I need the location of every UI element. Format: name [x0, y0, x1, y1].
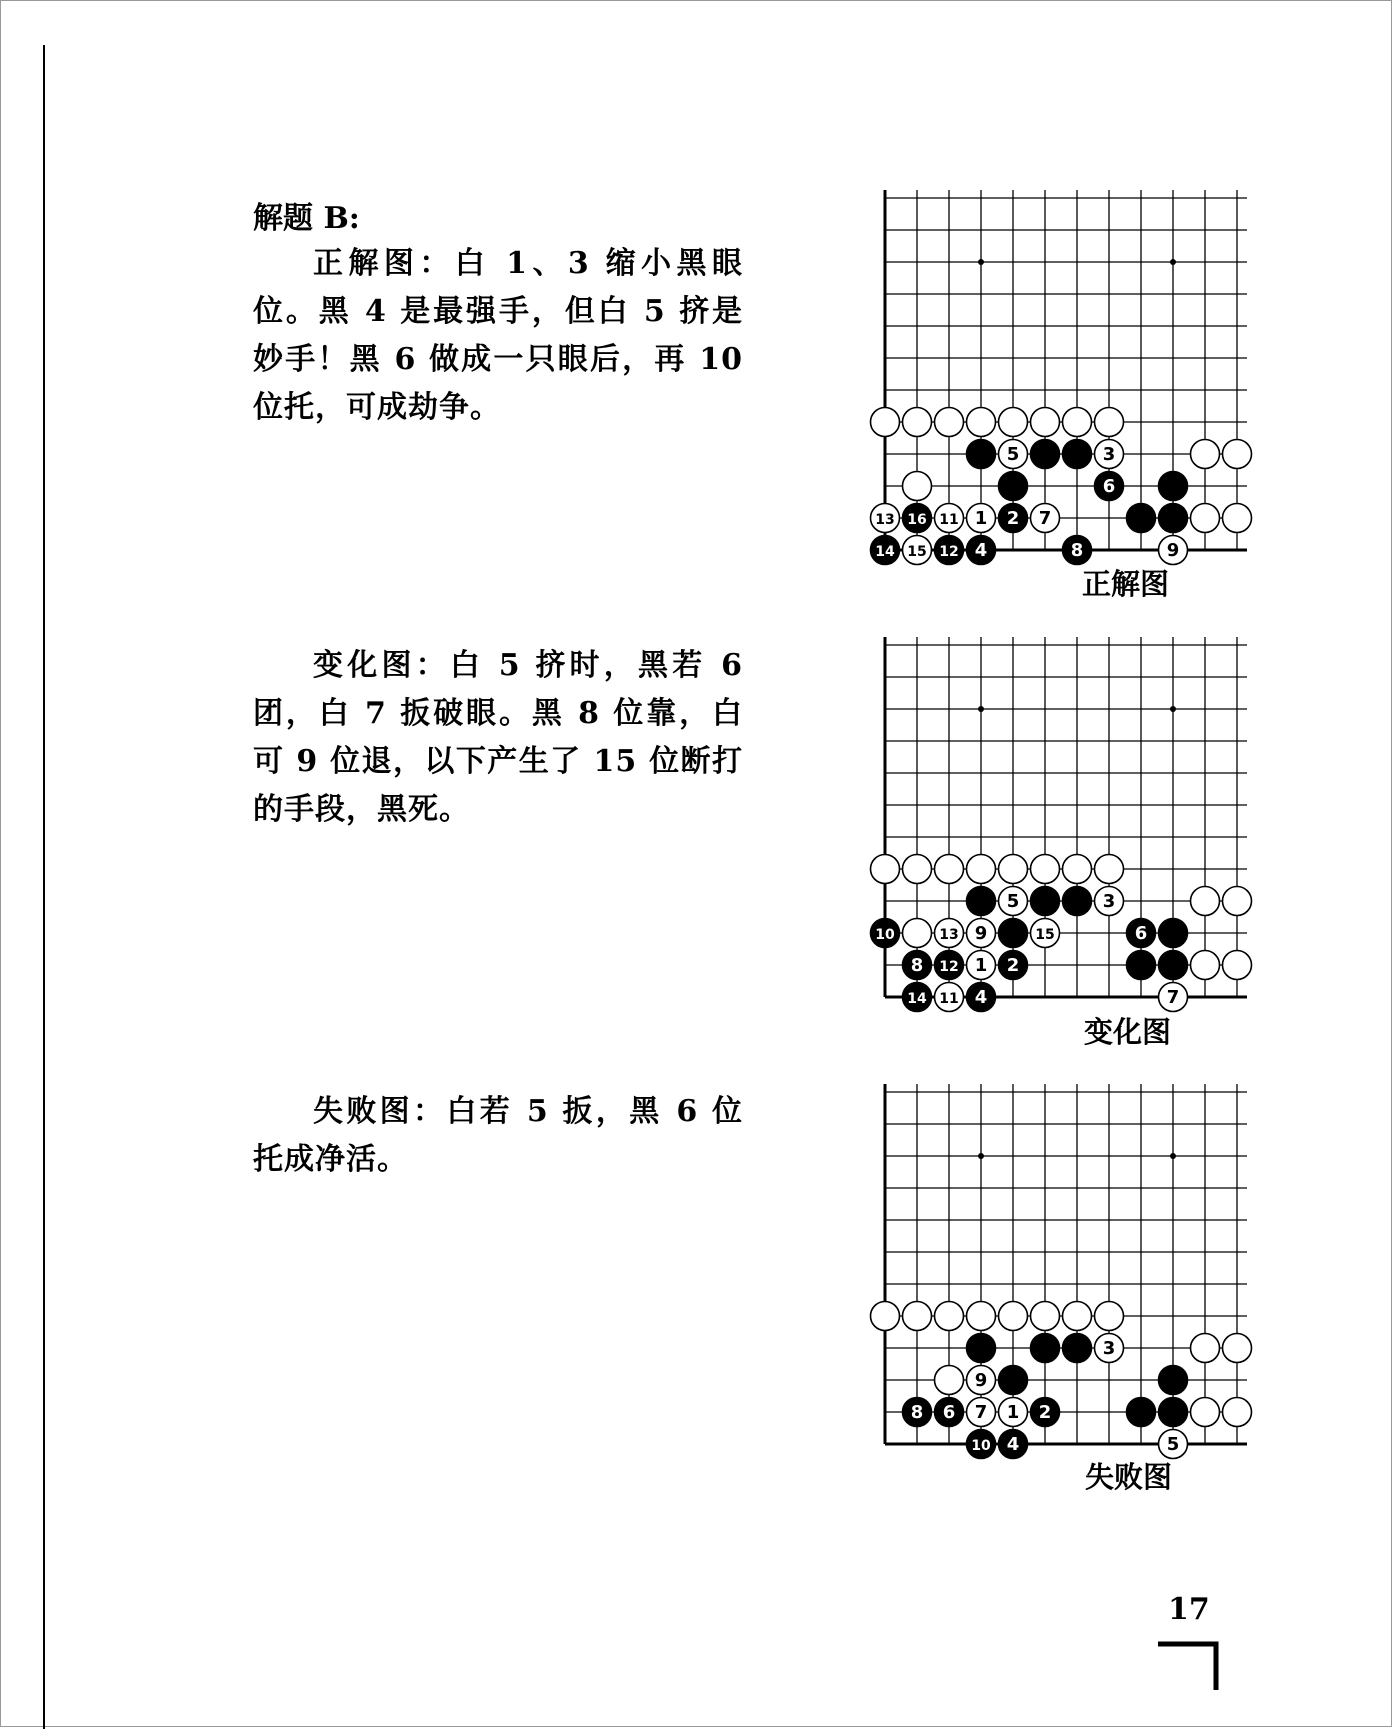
- star-point: [978, 259, 984, 265]
- black-stone: [903, 504, 932, 533]
- stone-move-number: 2: [1006, 508, 1020, 529]
- white-stone: [1095, 408, 1124, 437]
- white-stone: [935, 504, 964, 533]
- white-stone: [1031, 855, 1060, 884]
- stone-move-number: 3: [1102, 891, 1116, 912]
- white-stone: [1223, 1398, 1252, 1427]
- white-stone: [1031, 1302, 1060, 1331]
- paragraph-text: 变化图：白 5 挤时，黑若 6 团，白 7 扳破眼。黑 8 位靠，白可 9 位退，以下产生了 15 位断打的手段，黑死。: [253, 648, 743, 827]
- white-stone: [1223, 951, 1252, 980]
- black-stone: [935, 951, 964, 980]
- go-diagram-failure: [855, 1084, 1225, 1455]
- go-board: [855, 190, 1225, 561]
- white-stone: [1191, 440, 1220, 469]
- stone-move-number: 7: [1166, 987, 1180, 1008]
- white-stone: [1031, 919, 1060, 948]
- stone-move-number: 8: [910, 1402, 924, 1423]
- white-stone: [967, 1366, 996, 1395]
- star-point: [1170, 706, 1176, 712]
- black-stone: [1127, 1398, 1156, 1427]
- go-diagram-correct: [855, 190, 1225, 561]
- stone-move-number: 1: [974, 955, 988, 976]
- white-stone: [999, 887, 1028, 916]
- white-stone: [1191, 1334, 1220, 1363]
- stone-move-number: 11: [939, 512, 959, 528]
- white-stone: [1159, 983, 1188, 1012]
- white-stone: [871, 504, 900, 533]
- stone-move-number: 15: [907, 544, 927, 560]
- stone-move-number: 3: [1102, 1338, 1116, 1359]
- white-stone: [903, 855, 932, 884]
- white-stone: [1063, 408, 1092, 437]
- white-stone: [967, 1302, 996, 1331]
- white-stone: [1191, 1398, 1220, 1427]
- black-stone: [999, 504, 1028, 533]
- white-stone: [935, 1302, 964, 1331]
- stone-move-number: 4: [1006, 1434, 1020, 1455]
- stone-move-number: 2: [1006, 955, 1020, 976]
- black-stone: [1127, 951, 1156, 980]
- stone-move-number: 13: [939, 927, 959, 943]
- paragraph-text: 正解图：白 1、3 缩小黑眼位。黑 4 是最强手，但白 5 挤是妙手！黑 6 做成一只眼后，再 10 位托，可成劫争。: [253, 246, 743, 425]
- black-stone: [1159, 472, 1188, 501]
- stone-move-number: 7: [1038, 508, 1052, 529]
- white-stone: [1223, 504, 1252, 533]
- white-stone: [903, 1302, 932, 1331]
- black-stone: [1159, 504, 1188, 533]
- white-stone: [903, 536, 932, 565]
- black-stone: [1063, 536, 1092, 565]
- black-stone: [967, 983, 996, 1012]
- white-stone: [1223, 887, 1252, 916]
- stone-move-number: 7: [974, 1402, 988, 1423]
- white-stone: [1095, 855, 1124, 884]
- black-stone: [1063, 887, 1092, 916]
- stone-move-number: 6: [1102, 476, 1116, 497]
- white-stone: [999, 408, 1028, 437]
- white-stone: [967, 408, 996, 437]
- black-stone: [1127, 919, 1156, 948]
- white-stone: [967, 951, 996, 980]
- black-stone: [903, 951, 932, 980]
- black-stone: [999, 951, 1028, 980]
- stone-move-number: 6: [1134, 923, 1148, 944]
- paragraph-text: 失败图：白若 5 扳，黑 6 位托成净活。: [253, 1094, 743, 1177]
- stone-move-number: 8: [910, 955, 924, 976]
- white-stone: [999, 1302, 1028, 1331]
- caption-failure: 失败图: [1085, 1460, 1173, 1494]
- black-stone: [871, 536, 900, 565]
- white-stone: [903, 919, 932, 948]
- black-stone: [999, 919, 1028, 948]
- black-stone: [935, 536, 964, 565]
- stone-move-number: 4: [974, 540, 988, 561]
- white-stone: [999, 855, 1028, 884]
- black-stone: [1031, 440, 1060, 469]
- go-board: [855, 637, 1225, 1008]
- white-stone: [967, 1398, 996, 1427]
- white-stone: [935, 408, 964, 437]
- black-stone: [1159, 1398, 1188, 1427]
- black-stone: [1095, 472, 1124, 501]
- stone-move-number: 5: [1006, 444, 1020, 465]
- black-stone: [1031, 1398, 1060, 1427]
- white-stone: [1031, 504, 1060, 533]
- star-point: [1170, 1153, 1176, 1159]
- white-stone: [1063, 855, 1092, 884]
- white-stone: [1223, 440, 1252, 469]
- black-stone: [1159, 951, 1188, 980]
- white-stone: [1095, 440, 1124, 469]
- paragraph-variation: [253, 642, 743, 834]
- white-stone: [1191, 887, 1220, 916]
- white-stone: [1063, 1302, 1092, 1331]
- stone-move-number: 10: [971, 1438, 991, 1454]
- black-stone: [967, 1334, 996, 1363]
- paragraph-failure: [253, 1088, 743, 1184]
- stone-move-number: 9: [974, 1370, 988, 1391]
- white-stone: [967, 919, 996, 948]
- star-point: [978, 1153, 984, 1159]
- white-stone: [999, 1398, 1028, 1427]
- go-diagram-variation: [855, 637, 1225, 1008]
- stone-move-number: 3: [1102, 444, 1116, 465]
- stone-move-number: 2: [1038, 1402, 1052, 1423]
- stone-move-number: 8: [1070, 540, 1084, 561]
- white-stone: [903, 408, 932, 437]
- stone-move-number: 1: [1006, 1402, 1020, 1423]
- white-stone: [871, 1302, 900, 1331]
- star-point: [978, 706, 984, 712]
- white-stone: [1223, 1334, 1252, 1363]
- paragraph-correct: [253, 240, 743, 432]
- white-stone: [1095, 1334, 1124, 1363]
- stone-move-number: 16: [907, 512, 927, 528]
- white-stone: [999, 440, 1028, 469]
- white-stone: [967, 855, 996, 884]
- black-stone: [871, 919, 900, 948]
- white-stone: [871, 855, 900, 884]
- white-stone: [871, 408, 900, 437]
- stone-move-number: 10: [875, 927, 895, 943]
- black-stone: [999, 1430, 1028, 1459]
- white-stone: [1095, 887, 1124, 916]
- white-stone: [1159, 536, 1188, 565]
- black-stone: [903, 1398, 932, 1427]
- stone-move-number: 14: [907, 991, 927, 1007]
- white-stone: [935, 919, 964, 948]
- stone-move-number: 5: [1006, 891, 1020, 912]
- white-stone: [967, 504, 996, 533]
- section-heading: 解题 B:: [253, 201, 360, 236]
- stone-move-number: 11: [939, 991, 959, 1007]
- black-stone: [1159, 1366, 1188, 1395]
- corner-crop-mark: [1158, 1640, 1218, 1690]
- black-stone: [1063, 440, 1092, 469]
- white-stone: [1191, 951, 1220, 980]
- black-stone: [1063, 1334, 1092, 1363]
- black-stone: [967, 1430, 996, 1459]
- go-board: [855, 1084, 1225, 1455]
- black-stone: [967, 887, 996, 916]
- stone-move-number: 12: [939, 959, 959, 975]
- stone-move-number: 14: [875, 544, 895, 560]
- black-stone: [967, 536, 996, 565]
- white-stone: [1191, 504, 1220, 533]
- black-stone: [999, 472, 1028, 501]
- white-stone: [935, 1366, 964, 1395]
- black-stone: [1031, 1334, 1060, 1363]
- caption-variation: 变化图: [1084, 1015, 1172, 1049]
- stone-move-number: 1: [974, 508, 988, 529]
- stone-move-number: 5: [1166, 1434, 1180, 1455]
- stone-move-number: 12: [939, 544, 959, 560]
- black-stone: [903, 983, 932, 1012]
- stone-move-number: 9: [974, 923, 988, 944]
- black-stone: [1127, 504, 1156, 533]
- black-stone: [999, 1366, 1028, 1395]
- black-stone: [967, 440, 996, 469]
- white-stone: [1031, 408, 1060, 437]
- black-stone: [1159, 919, 1188, 948]
- page-number: 17: [1168, 1592, 1210, 1627]
- stone-move-number: 4: [974, 987, 988, 1008]
- left-margin-rule: [43, 45, 45, 1729]
- white-stone: [903, 472, 932, 501]
- white-stone: [935, 983, 964, 1012]
- stone-move-number: 13: [875, 512, 895, 528]
- black-stone: [1031, 887, 1060, 916]
- stone-move-number: 9: [1166, 540, 1180, 561]
- black-stone: [935, 1398, 964, 1427]
- stone-move-number: 6: [942, 1402, 956, 1423]
- stone-move-number: 15: [1035, 927, 1055, 943]
- caption-correct: 正解图: [1082, 567, 1170, 601]
- white-stone: [935, 855, 964, 884]
- white-stone: [1095, 1302, 1124, 1331]
- star-point: [1170, 259, 1176, 265]
